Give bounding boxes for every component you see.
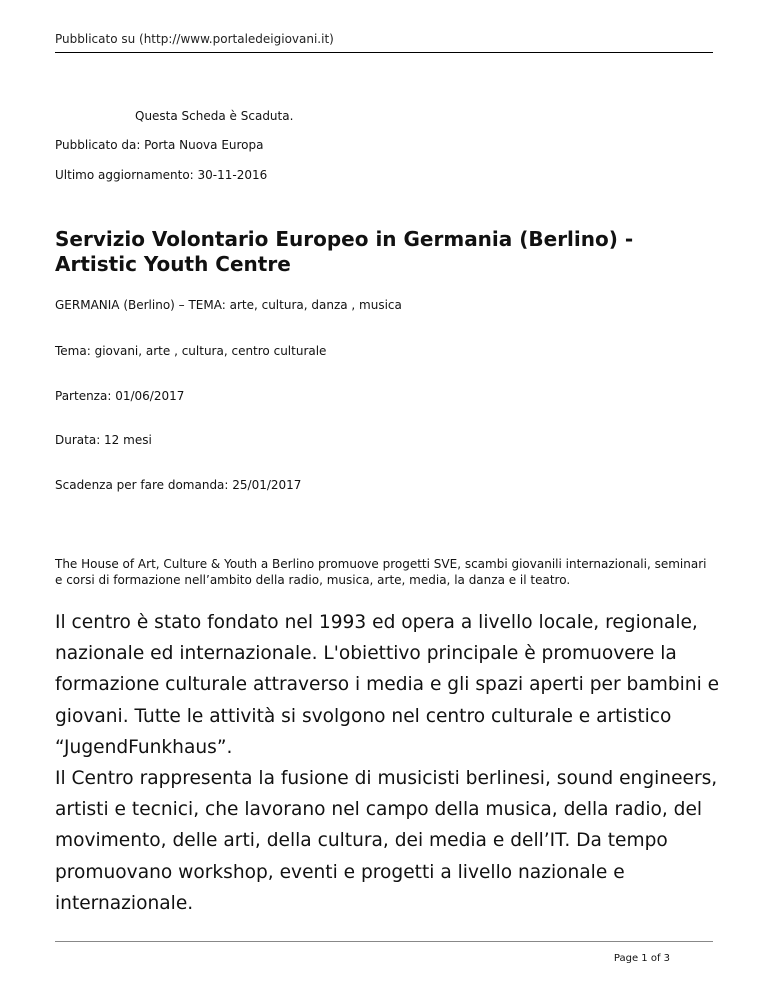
detail-durata: Durata: 12 mesi (55, 433, 152, 447)
body-paragraph: Il centro è stato fondato nel 1993 ed opera a livello locale, regionale, nazionale ed internazionale. L'obiettivo principale è promuovere la formazione culturale attraverso i media e gli spazi aperti per bambini e giovani. Tutte le attività si svolgono nel centro culturale e artistico “JugendFunkhaus”. (55, 612, 720, 758)
published-by: Pubblicato da: Porta Nuova Europa (55, 138, 264, 152)
expired-notice: Questa Scheda è Scaduta. (135, 109, 294, 123)
page-number: Page 1 of 3 (613, 953, 670, 964)
footer-divider (55, 941, 713, 942)
page-header: Pubblicato su (http://www.portaledeigiovani.it) (55, 32, 713, 53)
article-body (55, 607, 720, 919)
detail-country-theme: GERMANIA (Berlino) – TEMA: arte, cultura, danza , musica (55, 298, 402, 312)
last-updated: Ultimo aggiornamento: 30-11-2016 (55, 168, 268, 182)
body-paragraph: Il Centro rappresenta la fusione di musicisti berlinesi, sound engineers, artisti e tecnici, che lavorano nel campo della musica, della radio, del movimento, delle arti, della cultura, dei media e dell’IT. Da tempo promuovano workshop, eventi e progetti a livello nazionale e internazionale. (55, 768, 718, 914)
article-title: Servizio Volontario Europeo in Germania (Berlino) - Artistic Youth Centre (55, 227, 634, 276)
detail-tema: Tema: giovani, arte , cultura, centro culturale (55, 344, 327, 358)
detail-partenza: Partenza: 01/06/2017 (55, 389, 185, 403)
intro-paragraph: The House of Art, Culture & Youth a Berlino promuove progetti SVE, scambi giovanili internazionali, seminari e corsi di formazione nell’ambito della radio, musica, arte, media, la danza e il teatro. (55, 557, 707, 587)
detail-scadenza: Scadenza per fare domanda: 25/01/2017 (55, 478, 302, 492)
